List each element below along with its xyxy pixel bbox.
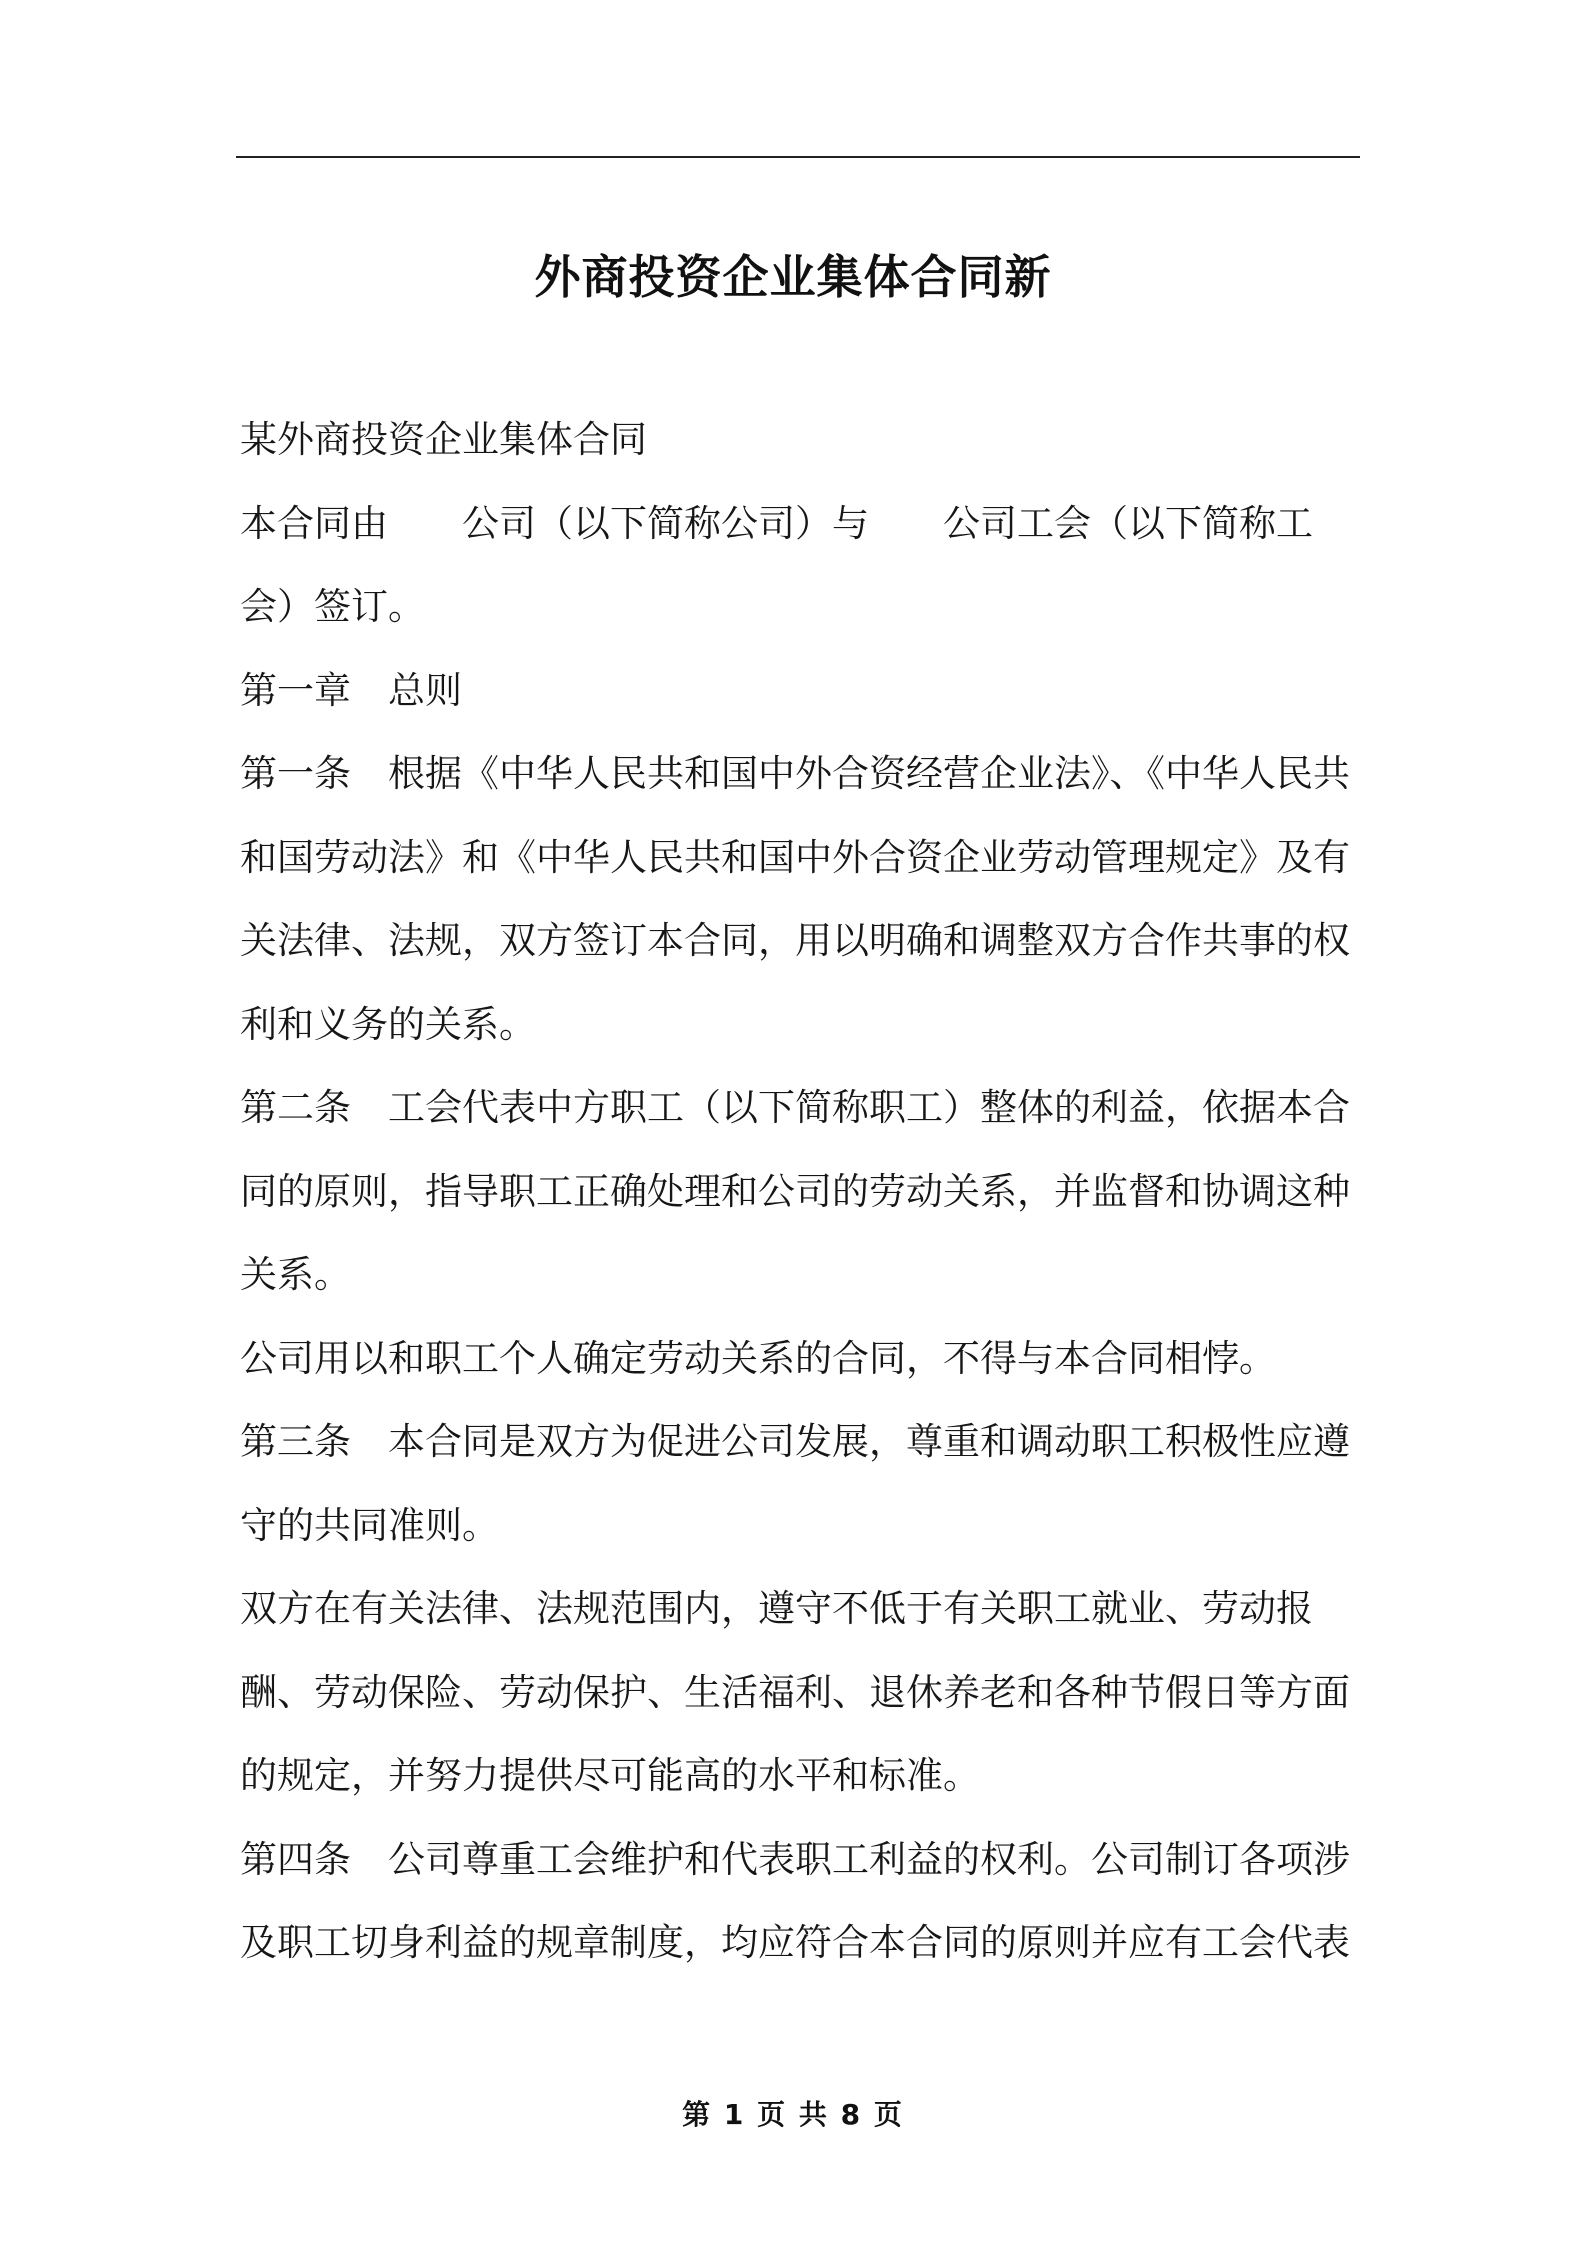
chapter-heading: 第一章 总则 bbox=[240, 668, 462, 712]
header-divider bbox=[236, 156, 1360, 158]
document-title: 外商投资企业集体合同新 bbox=[534, 249, 1052, 304]
article-1: 第一条 根据《中华人民共和国中外合资经营企业法》、《中华人民共和国劳动法》和《中华人民共和国中外合资企业劳动管理规定》及有关法律、法规，双方签订本合同，用以明确和调整双方合作共事的权利和义务的关系。 bbox=[240, 752, 1350, 1046]
paragraph-subtitle: 某外商投资企业集体合同 bbox=[240, 418, 647, 461]
paragraph-parties: 本合同由 公司（以下简称公司）与 公司工会（以下简称工会）签订。 bbox=[240, 501, 1313, 628]
article-2: 第二条 工会代表中方职工（以下简称职工）整体的利益，依据本合同的原则，指导职工正确处理和公司的劳动关系，并监督和协调这种关系。 bbox=[240, 1086, 1350, 1296]
article-3-clause: 双方在有关法律、法规范围内，遵守不低于有关职工就业、劳动报酬、劳动保险、劳动保护、生活福利、退休养老和各种节假日等方面的规定，并努力提供尽可能高的水平和标准。 bbox=[240, 1587, 1350, 1797]
article-3: 第三条 本合同是双方为促进公司发展，尊重和调动职工积极性应遵守的共同准则。 bbox=[240, 1420, 1350, 1547]
article-4: 第四条 公司尊重工会维护和代表职工利益的权利。公司制订各项涉及职工切身利益的规章制度，均应符合本合同的原则并应有工会代表 bbox=[240, 1837, 1350, 1964]
page-number: 第 1 页 共 8 页 bbox=[682, 2098, 904, 2131]
document-body bbox=[240, 398, 1360, 1985]
article-2-clause: 公司用以和职工个人确定劳动关系的合同，不得与本合同相悖。 bbox=[240, 1336, 1276, 1380]
